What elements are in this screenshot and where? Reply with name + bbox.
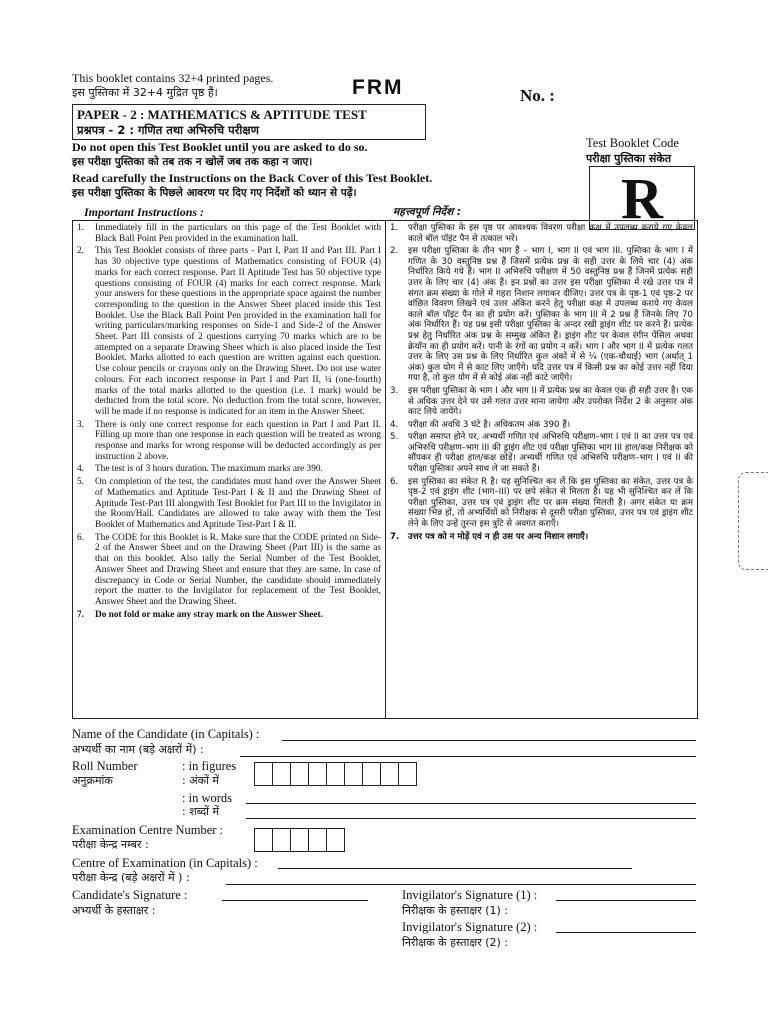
centre-digit-box[interactable]	[254, 828, 273, 852]
candidate-name-label-hi: अभ्यर्थी का नाम (बड़े अक्षरों में) :	[72, 743, 204, 756]
candidate-name-line-1[interactable]	[282, 740, 696, 741]
roll-digit-box[interactable]	[398, 762, 417, 786]
instruction-en-4: 4. The test is of 3 hours duration. The maximum marks are 390.	[77, 464, 323, 475]
roll-figures-label-en: : in figures	[182, 759, 237, 773]
booklet-code-label-hi: परीक्षा पुस्तिका संकेत	[586, 152, 672, 165]
invigilator-1-signature-label-en: Invigilator's Signature (1) :	[402, 888, 538, 902]
instruction-hi-7: 7. उत्तर पत्र को न मोड़ें एवं न ही उस पर अन्य निशान लगाएँ।	[390, 531, 589, 542]
instruction-en-2: 2. This Test Booklet consists of three parts - Part I, Part II and Part III. Part I has 30 objective type questions of Mathematics consisting of FOUR (4) marks for each correct response. Part II Aptitude Test has 50 objective type questions consisting of FOUR (4) marks for each correct response. Mark your answers for these questions in the appropriate space against the number corresponding to the question in the Answer Sheet placed inside this Test Booklet. Use the Black Ball Point Pen provided in the examination hall for writing particulars/marking responses on Side-1 and Side-2 of the Answer Sheet. Part III consists of 2 questions carrying 70 marks which are to be attempted on a separate Drawing Sheet which is also placed inside the Test Booklet. Marks allotted to each question are written against each question. Use colour pencils or crayons only on the Drawing Sheet. Do not use water colours. For each incorrect response in Part I and Part II, ¼ (one-fourth) marks of the total marks allotted to the question (i.e. 1 mark) would be deducted from the total score. No deduction from the total score, however, will be made if no response is indicated for an item in the Answer Sheet.	[77, 246, 381, 417]
instruction-hi-1: 1. परीक्षा पुस्तिका के इस पृष्ठ पर आवश्यक विवरण परीक्षा कक्ष में उपलब्ध कराये गए केवल काले बॉल पॉइंट पैन से तत्काल भरें।	[390, 223, 693, 244]
roll-digit-box[interactable]	[272, 762, 291, 786]
candidate-signature-line[interactable]	[222, 900, 368, 901]
centre-name-label-en: Centre of Examination (in Capitals) :	[72, 856, 258, 870]
booklet-code-box: R	[589, 166, 695, 230]
instruction-hi-2: 2. इस परीक्षा पुस्तिका के तीन भाग हैं – भाग I, भाग II एवं भाग III. पुस्तिका के भाग I में गणित के 30 वस्तुनिष्ठ प्रश्न हैं जिसमें प्रत्येक प्रश्न के सही उत्तर के लिये चार (4) अंक निर्धारित किये गये हैं। भाग II अभिरुचि परीक्षण में 50 वस्तुनिष्ठ प्रश्न हैं जिनमें प्रत्येक सही उत्तर के लिए चार (4) अंक हैं। इन प्रश्नों का उत्तर इस परीक्षा पुस्तिका में रखे उत्तर पत्र में संगत क्रम संख्या के गोले में गहरा निशान लगाकर दीजिए। उत्तर पत्र के पृष्ठ-1 एवं पृष्ठ-2 पर वांछित विवरण लिखने एवं उत्तर अंकित करने हेतु परीक्षा कक्ष में उपलब्ध कराये गए केवल काले बॉल पॉइंट पैन का ही प्रयोग करें। पुस्तिका के भाग III में 2 प्रश्न हैं जिनके लिए 70 अंक निर्धारित हैं। यह प्रश्न इसी परीक्षा पुस्तिका के अन्दर रखी ड्राइंग शीट पर करने हैं। प्रत्येक प्रश्न हेतु निर्धारित अंक प्रश्न के सम्मुख अंकित हैं। ड्राइंग शीट पर केवल रंगीन पेंसिल अथवा क्रेयॉन का ही प्रयोग करें। पानी के रंगों का प्रयोग न करें। भाग I और भाग II में प्रत्येक गलत उत्तर के लिए उस प्रश्न के लिए निर्धारित कुल अंकों में से ¼ (एक-चौथाई) भाग (अर्थात् 1 अंक) कुल योग में से काट लिए जाएँगे। यदि उत्तर पत्र में किसी प्रश्न का कोई उत्तर नहीं दिया गया है, तो कुल योग में से कोई अंक नहीं काटे जाएँगे।	[390, 246, 693, 384]
booklet-code-label-en: Test Booklet Code	[586, 136, 679, 150]
booklet-series-code: FRM	[352, 76, 404, 99]
candidate-name-label-en: Name of the Candidate (in Capitals) :	[72, 727, 260, 741]
centre-number-digit-boxes[interactable]	[254, 828, 344, 852]
instruction-hi-3: 3. इस परीक्षा पुस्तिका के भाग I और भाग II में प्रत्येक प्रश्न का केवल एक ही सही उत्तर है। एक से अधिक उत्तर देने पर उसे गलत उत्तर माना जायेगा और उपरोक्त निर्देश 2 के अनुसार अंक काट लिये जायेंगे।	[390, 385, 693, 418]
centre-name-label-hi: परीक्षा केन्द्र (बड़े अक्षरों में ) :	[72, 871, 190, 884]
centre-number-label-en: Examination Centre Number :	[72, 823, 224, 837]
roll-words-line[interactable]	[246, 803, 696, 804]
centre-digit-box[interactable]	[308, 828, 327, 852]
roll-number-label-en: Roll Number	[72, 759, 138, 773]
roll-number-digit-boxes[interactable]	[254, 762, 416, 786]
roll-digit-box[interactable]	[308, 762, 327, 786]
centre-number-label-hi: परीक्षा केन्द्र नम्बर :	[72, 838, 149, 851]
pages-count-hi: इस पुस्तिका में 32+4 मुद्रित पृष्ठ हैं।	[72, 86, 218, 99]
candidate-signature-label-hi: अभ्यर्थी के हस्ताक्षर :	[72, 904, 156, 917]
paper-title-hi: प्रश्नपत्र - 2 : गणित तथा अभिरुचि परीक्षण	[77, 123, 259, 137]
instruction-en-3: 3. There is only one correct response for each question in Part I and Part II. Filling up more than one response in each question will be treated as wrong response and marks for wrong response will be deducted accordingly as per instruction 2 above.	[77, 419, 381, 462]
candidate-signature-label-en: Candidate's Signature :	[72, 888, 188, 902]
roll-digit-box[interactable]	[254, 762, 273, 786]
binding-perforation-mark	[738, 472, 768, 570]
instruction-en-5: 5. On completion of the test, the candidates must hand over the Answer Sheet of Mathematics and Aptitude Test-Part I & II and the Drawing Sheet of Aptitude Test-Part III alongwith Test Booklet for Part III to the Invigilator in the Room/Hall. Candidates are allowed to take away with them the Test Booklet of Mathematics and Aptitude Test-Part I & II.	[77, 477, 381, 530]
warning-open-hi: इस परीक्षा पुस्तिका को तब तक न खोलें जब तक कहा न जाए।	[72, 156, 313, 168]
invigilator-2-signature-label-hi: निरीक्षक के हस्ताक्षर (2) :	[402, 936, 508, 949]
pages-count-en: This booklet contains 32+4 printed pages.	[72, 71, 274, 85]
instruction-en-7: 7. Do not fold or make any stray mark on the Answer Sheet.	[77, 609, 323, 620]
important-heading-hi: महत्त्वपूर्ण निर्देश :	[393, 206, 462, 218]
roll-number-label-hi: अनुक्रमांक	[72, 774, 113, 787]
instruction-en-6: 6. The CODE for this Booklet is R. Make sure that the CODE printed on Side-2 of the Answer Sheet and on the Drawing Sheet (Part III) is the same as that on this booklet. Also tally the Serial Number of the Test Booklet, Answer Sheet and Drawing Sheet and ensure that they are same. In case of discrepancy in Code or Serial Number, the candidate should immediately report the matter to the Invigilator for replacement of the Test Booklet, Answer Sheet and the Drawing Sheet.	[77, 532, 381, 607]
warning-read-en: Read carefully the Instructions on the Back Cover of this Test Booklet.	[72, 171, 433, 185]
roll-digit-box[interactable]	[290, 762, 309, 786]
instruction-en-1: 1. Immediately fill in the particulars on this page of the Test Booklet with Black Ball Point Pen provided in the examination hall.	[77, 223, 381, 244]
instruction-hi-6: 6. इस पुस्तिका का संकेत R है। यह सुनिश्चित कर लें कि इस पुस्तिका का संकेत, उत्तर पत्र के पृष्ठ-2 एवं ड्राइंग शीट (भाग–III) पर छपे संकेत से मिलता है। यह भी सुनिश्चित कर लें कि परीक्षा पुस्तिका, उत्तर पत्र एवं ड्राइंग शीट पर क्रम संख्या मिलती है। अगर संकेत या क्रम संख्या भिन्न हों, तो अभ्यर्थियों को निरीक्षक से दूसरी परीक्षा पुस्तिका, उत्तर पत्र एवं ड्राइंग शीट लेने के लिए उन्हें तुरन्त इस त्रुटि से अवगत कराएँ।	[390, 476, 693, 530]
candidate-name-line-2[interactable]	[240, 756, 696, 757]
roll-words-label-en: : in words	[182, 791, 232, 805]
roll-digit-box[interactable]	[362, 762, 381, 786]
invigilator-2-signature-line[interactable]	[556, 932, 696, 933]
invigilator-2-signature-label-en: Invigilator's Signature (2) :	[402, 920, 538, 934]
warning-read-hi: इस परीक्षा पुस्तिका के पिछले आवरण पर दिए गए निर्देशों को ध्यान से पढ़ें।	[72, 187, 357, 199]
centre-digit-box[interactable]	[290, 828, 309, 852]
centre-digit-box[interactable]	[272, 828, 291, 852]
roll-figures-label-hi: : अंकों में	[182, 774, 219, 787]
centre-digit-box[interactable]	[326, 828, 345, 852]
paper-title-box	[72, 104, 426, 140]
important-heading-en: Important Instructions :	[84, 205, 205, 219]
instructions-hindi	[386, 221, 697, 718]
booklet-number-label: No. :	[520, 86, 555, 105]
instruction-hi-5: 5. परीक्षा समाप्त होने पर, अभ्यर्थी गणित एवं अभिरुचि परीक्षण–भाग I एवं II का उत्तर पत्र एवं अभिरुचि परीक्षण–भाग III की ड्राइंग शीट एवं परीक्षा पुस्तिका भाग III हाल/कक्ष निरीक्षक को सौंपकर ही परीक्षा हाल/कक्ष छोड़ें। अभ्यर्थी गणित एवं अभिरुचि परीक्षण–भाग I एवं II की परीक्षा पुस्तिका अपने साथ ले जा सकते हैं।	[390, 432, 693, 475]
paper-title-en: PAPER - 2 : MATHEMATICS & APTITUDE TEST	[77, 107, 367, 122]
roll-digit-box[interactable]	[326, 762, 345, 786]
roll-words-line-2[interactable]	[246, 818, 696, 819]
invigilator-1-signature-label-hi: निरीक्षक के हस्ताक्षर (1) :	[402, 904, 508, 917]
instruction-hi-4: 4. परीक्षा की अवधि 3 घंटे है। अधिकतम अंक 390 हैं।	[390, 419, 571, 430]
roll-digit-box[interactable]	[380, 762, 399, 786]
warning-open-en: Do not open this Test Booklet until you are asked to do so.	[72, 140, 368, 154]
instructions-box	[72, 220, 698, 719]
centre-name-line-1[interactable]	[278, 868, 632, 869]
roll-words-label-hi: : शब्दों में	[182, 805, 220, 818]
centre-name-line-2[interactable]	[226, 884, 696, 885]
invigilator-1-signature-line[interactable]	[556, 900, 696, 901]
instructions-english	[73, 221, 386, 718]
roll-digit-box[interactable]	[344, 762, 363, 786]
